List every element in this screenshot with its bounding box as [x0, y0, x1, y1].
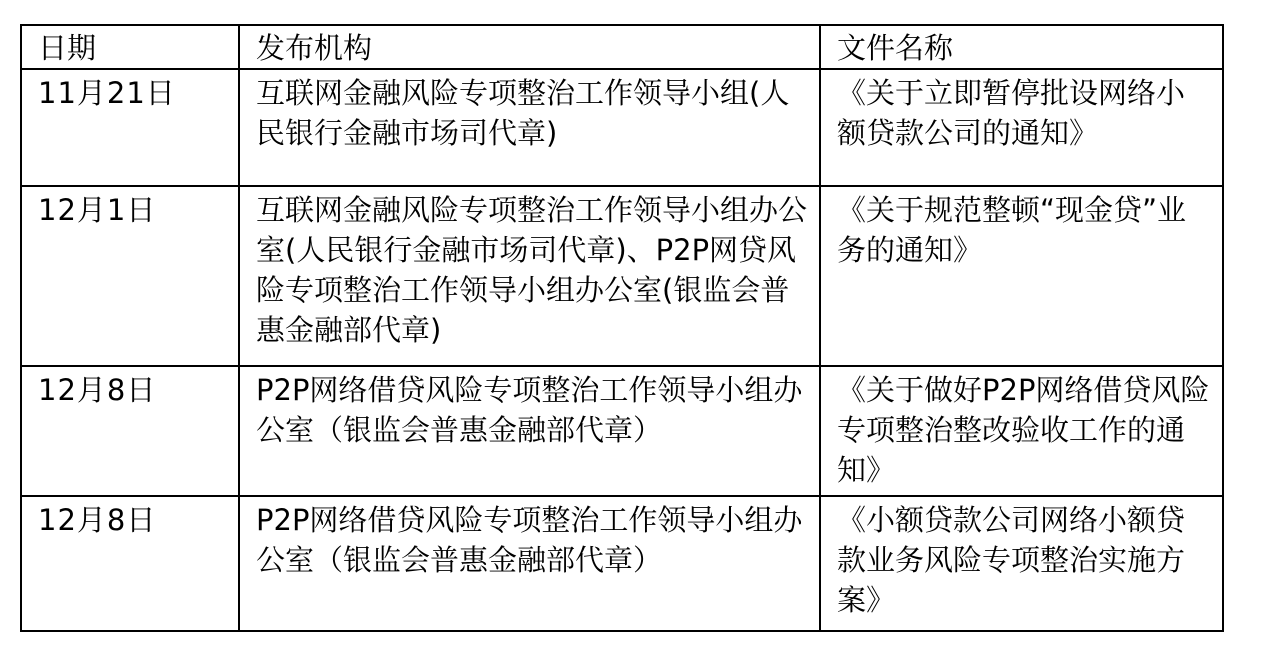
table-row — [21, 496, 1223, 631]
table-row — [21, 186, 1223, 366]
table-header-row — [21, 25, 1223, 69]
regulation-table — [20, 24, 1224, 632]
document-cell: 《小额贷款公司网络小额贷款业务风险专项整治实施方案》 — [820, 496, 1223, 631]
date-cell: 12月8日 — [21, 366, 239, 496]
issuer-cell: 互联网金融风险专项整治工作领导小组(人民银行金融市场司代章) — [239, 69, 820, 186]
document-cell: 《关于做好P2P网络借贷风险专项整治整改验收工作的通知》 — [820, 366, 1223, 496]
issuer-cell: P2P网络借贷风险专项整治工作领导小组办公室（银监会普惠金融部代章） — [239, 496, 820, 631]
issuer-cell: 互联网金融风险专项整治工作领导小组办公室(人民银行金融市场司代章)、P2P网贷风险专项整治工作领导小组办公室(银监会普惠金融部代章) — [239, 186, 820, 366]
header-issuer: 发布机构 — [239, 25, 820, 69]
issuer-cell: P2P网络借贷风险专项整治工作领导小组办公室（银监会普惠金融部代章） — [239, 366, 820, 496]
document-cell: 《关于立即暂停批设网络小额贷款公司的通知》 — [820, 69, 1223, 186]
header-date: 日期 — [21, 25, 239, 69]
table-row — [21, 366, 1223, 496]
date-cell: 12月8日 — [21, 496, 239, 631]
date-cell: 11月21日 — [21, 69, 239, 186]
table-row — [21, 69, 1223, 186]
header-document: 文件名称 — [820, 25, 1223, 69]
document-cell: 《关于规范整顿“现金贷”业务的通知》 — [820, 186, 1223, 366]
date-cell: 12月1日 — [21, 186, 239, 366]
